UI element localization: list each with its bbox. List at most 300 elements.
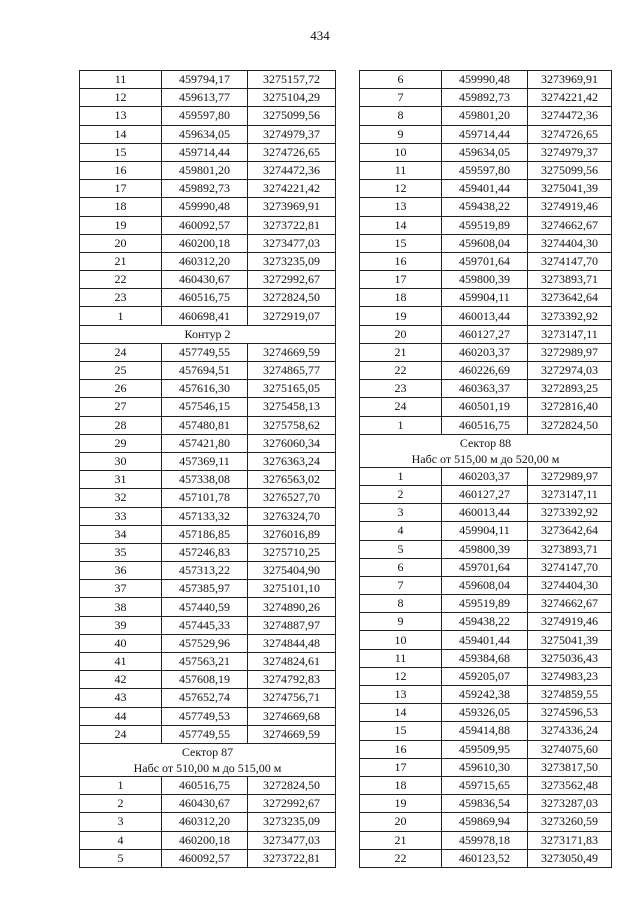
point-number-cell: 17 [80,180,162,198]
y-coordinate-cell: 3274979,37 [248,125,336,143]
table-row [80,380,336,398]
y-coordinate-cell: 3274792,83 [248,671,336,689]
point-number-cell: 31 [80,471,162,489]
y-coordinate-cell: 3273893,71 [528,540,612,558]
point-number-cell: 15 [360,234,442,252]
x-coordinate-cell: 457652,74 [162,689,248,707]
x-coordinate-cell: 460200,18 [162,234,248,252]
x-coordinate-cell: 460312,20 [162,252,248,270]
point-number-cell: 12 [360,667,442,685]
point-number-cell: 27 [80,398,162,416]
y-coordinate-cell: 3274147,70 [528,558,612,576]
table-row [360,143,612,161]
section-header [80,325,336,343]
y-coordinate-cell: 3273235,09 [248,813,336,831]
table-row [80,689,336,707]
table-row [360,722,612,740]
x-coordinate-cell: 457101,78 [162,489,248,507]
x-coordinate-cell: 459401,44 [442,631,528,649]
table-row [80,813,336,831]
point-number-cell: 3 [80,813,162,831]
point-number-cell: 15 [80,143,162,161]
point-number-cell: 17 [360,271,442,289]
table-row [360,849,612,867]
table-row [80,198,336,216]
point-number-cell: 6 [360,558,442,576]
x-coordinate-cell: 460501,19 [442,398,528,416]
point-number-cell: 37 [80,580,162,598]
y-coordinate-cell: 3274662,67 [528,216,612,234]
table-row [80,452,336,470]
table-row [360,595,612,613]
coordinates-table-left [79,70,336,868]
y-coordinate-cell: 3273477,03 [248,234,336,252]
x-coordinate-cell: 457385,97 [162,580,248,598]
point-number-cell: 30 [80,452,162,470]
y-coordinate-cell: 3273722,81 [248,216,336,234]
table-row [360,216,612,234]
x-coordinate-cell: 459597,80 [442,161,528,179]
table-row [360,89,612,107]
x-coordinate-cell: 457546,15 [162,398,248,416]
table-row [360,631,612,649]
x-coordinate-cell: 459701,64 [442,252,528,270]
table-row [80,634,336,652]
y-coordinate-cell: 3273642,64 [528,522,612,540]
y-coordinate-cell: 3273642,64 [528,289,612,307]
point-number-cell: 22 [360,362,442,380]
x-coordinate-cell: 459608,04 [442,576,528,594]
x-coordinate-cell: 459801,20 [442,107,528,125]
table-row [360,558,612,576]
table-row [80,580,336,598]
y-coordinate-cell: 3272989,97 [528,467,612,485]
point-number-cell: 9 [360,613,442,631]
coordinates-table-right [359,70,612,868]
point-number-cell: 40 [80,634,162,652]
y-coordinate-cell: 3276563,02 [248,471,336,489]
y-coordinate-cell: 3272992,67 [248,795,336,813]
table-row [360,161,612,179]
table-row [80,252,336,270]
y-coordinate-cell: 3274890,26 [248,598,336,616]
x-coordinate-cell: 457694,51 [162,362,248,380]
point-number-cell: 18 [80,198,162,216]
y-coordinate-cell: 3275104,29 [248,89,336,107]
table-row [360,198,612,216]
table-row [360,758,612,776]
x-coordinate-cell: 459904,11 [442,522,528,540]
table-row [360,180,612,198]
point-number-cell: 10 [360,143,442,161]
point-number-cell: 19 [80,216,162,234]
table-row [80,831,336,849]
point-number-cell: 13 [360,686,442,704]
point-number-cell: 24 [360,398,442,416]
point-number-cell: 4 [80,831,162,849]
table-row [360,398,612,416]
y-coordinate-cell: 3273171,83 [528,831,612,849]
y-coordinate-cell: 3274983,23 [528,667,612,685]
y-coordinate-cell: 3272824,50 [528,416,612,434]
x-coordinate-cell: 459519,89 [442,216,528,234]
point-number-cell: 20 [80,234,162,252]
y-coordinate-cell: 3274336,24 [528,722,612,740]
x-coordinate-cell: 459801,20 [162,161,248,179]
table-row [80,125,336,143]
x-coordinate-cell: 457186,85 [162,525,248,543]
table-row [80,543,336,561]
point-number-cell: 14 [360,704,442,722]
y-coordinate-cell: 3274824,61 [248,653,336,671]
table-row [360,234,612,252]
y-coordinate-cell: 3274662,67 [528,595,612,613]
x-coordinate-cell: 459384,68 [442,649,528,667]
point-number-cell: 24 [80,343,162,361]
table-row [80,507,336,525]
y-coordinate-cell: 3275099,56 [248,107,336,125]
x-coordinate-cell: 459892,73 [442,89,528,107]
point-number-cell: 13 [360,198,442,216]
point-number-cell: 1 [360,467,442,485]
y-coordinate-cell: 3274472,36 [248,161,336,179]
point-number-cell: 11 [360,649,442,667]
y-coordinate-cell: 3275036,43 [528,649,612,667]
y-coordinate-cell: 3275404,90 [248,562,336,580]
x-coordinate-cell: 460226,69 [442,362,528,380]
y-coordinate-cell: 3273562,48 [528,776,612,794]
point-number-cell: 11 [80,71,162,89]
table-row [80,671,336,689]
point-number-cell: 10 [360,631,442,649]
table-row [80,598,336,616]
point-number-cell: 23 [80,289,162,307]
x-coordinate-cell: 457445,33 [162,616,248,634]
table-row [80,849,336,867]
table-row [360,649,612,667]
x-coordinate-cell: 459714,44 [442,125,528,143]
y-coordinate-cell: 3275099,56 [528,161,612,179]
section-header [80,743,336,776]
table-row [80,216,336,234]
y-coordinate-cell: 3276527,70 [248,489,336,507]
table-row [80,562,336,580]
x-coordinate-cell: 459800,39 [442,271,528,289]
x-coordinate-cell: 460013,44 [442,504,528,522]
table-row [360,504,612,522]
x-coordinate-cell: 460516,75 [442,416,528,434]
x-coordinate-cell: 460013,44 [442,307,528,325]
x-coordinate-cell: 460430,67 [162,795,248,813]
x-coordinate-cell: 460363,37 [442,380,528,398]
table-row [360,795,612,813]
point-number-cell: 44 [80,707,162,725]
y-coordinate-cell: 3275101,10 [248,580,336,598]
point-number-cell: 21 [360,343,442,361]
section-header-line: Набс от 510,00 м до 515,00 м [133,760,282,775]
point-number-cell: 18 [360,289,442,307]
y-coordinate-cell: 3274979,37 [528,143,612,161]
x-coordinate-cell: 459904,11 [442,289,528,307]
x-coordinate-cell: 459800,39 [442,540,528,558]
y-coordinate-cell: 3275157,72 [248,71,336,89]
table-row [80,725,336,743]
table-row [360,831,612,849]
table-row [360,71,612,89]
point-number-cell: 29 [80,434,162,452]
point-number-cell: 11 [360,161,442,179]
section-header-line: Сектор 88 [459,435,512,450]
table-row [360,686,612,704]
table-row [360,362,612,380]
point-number-cell: 19 [360,795,442,813]
y-coordinate-cell: 3273477,03 [248,831,336,849]
point-number-cell: 21 [360,831,442,849]
table-row [360,522,612,540]
x-coordinate-cell: 460127,27 [442,485,528,503]
point-number-cell: 20 [360,325,442,343]
point-number-cell: 22 [360,849,442,867]
x-coordinate-cell: 460123,52 [442,849,528,867]
y-coordinate-cell: 3274919,46 [528,613,612,631]
table-row [80,616,336,634]
x-coordinate-cell: 459990,48 [162,198,248,216]
point-number-cell: 13 [80,107,162,125]
x-coordinate-cell: 459634,05 [442,143,528,161]
x-coordinate-cell: 459242,38 [442,686,528,704]
section-header [360,434,612,467]
x-coordinate-cell: 460203,37 [442,343,528,361]
x-coordinate-cell: 459438,22 [442,613,528,631]
table-row [80,489,336,507]
x-coordinate-cell: 459715,65 [442,776,528,794]
table-row [80,307,336,325]
point-number-cell: 42 [80,671,162,689]
y-coordinate-cell: 3272919,07 [248,307,336,325]
point-number-cell: 8 [360,595,442,613]
y-coordinate-cell: 3272989,97 [528,343,612,361]
x-coordinate-cell: 457480,81 [162,416,248,434]
table-row [360,485,612,503]
table-row [360,613,612,631]
y-coordinate-cell: 3272992,67 [248,271,336,289]
point-number-cell: 1 [80,307,162,325]
x-coordinate-cell: 460430,67 [162,271,248,289]
table-row [360,252,612,270]
table-row [360,740,612,758]
section-header-row [80,325,336,343]
point-number-cell: 5 [360,540,442,558]
y-coordinate-cell: 3274859,55 [528,686,612,704]
x-coordinate-cell: 459794,17 [162,71,248,89]
y-coordinate-cell: 3274726,65 [248,143,336,161]
table-row [360,576,612,594]
y-coordinate-cell: 3276363,24 [248,452,336,470]
x-coordinate-cell: 460127,27 [442,325,528,343]
point-number-cell: 34 [80,525,162,543]
table-row [80,776,336,794]
table-row [80,343,336,361]
x-coordinate-cell: 460516,75 [162,776,248,794]
x-coordinate-cell: 459892,73 [162,180,248,198]
point-number-cell: 19 [360,307,442,325]
point-number-cell: 38 [80,598,162,616]
point-number-cell: 22 [80,271,162,289]
table-row [80,107,336,125]
table-row [80,398,336,416]
x-coordinate-cell: 457369,11 [162,452,248,470]
table-row [80,89,336,107]
x-coordinate-cell: 459597,80 [162,107,248,125]
section-header-row [80,743,336,776]
x-coordinate-cell: 457616,30 [162,380,248,398]
y-coordinate-cell: 3273893,71 [528,271,612,289]
x-coordinate-cell: 460516,75 [162,289,248,307]
table-row [80,234,336,252]
y-coordinate-cell: 3273969,91 [528,71,612,89]
table-row [80,180,336,198]
x-coordinate-cell: 459714,44 [162,143,248,161]
x-coordinate-cell: 457563,21 [162,653,248,671]
point-number-cell: 16 [80,161,162,179]
y-coordinate-cell: 3275758,62 [248,416,336,434]
y-coordinate-cell: 3274669,59 [248,343,336,361]
y-coordinate-cell: 3272893,25 [528,380,612,398]
point-number-cell: 2 [80,795,162,813]
point-number-cell: 32 [80,489,162,507]
point-number-cell: 16 [360,252,442,270]
y-coordinate-cell: 3274756,71 [248,689,336,707]
point-number-cell: 15 [360,722,442,740]
y-coordinate-cell: 3272816,40 [528,398,612,416]
table-row [360,667,612,685]
y-coordinate-cell: 3273147,11 [528,485,612,503]
x-coordinate-cell: 459836,54 [442,795,528,813]
y-coordinate-cell: 3274669,68 [248,707,336,725]
y-coordinate-cell: 3275458,13 [248,398,336,416]
table-row [80,271,336,289]
x-coordinate-cell: 457749,55 [162,725,248,743]
point-number-cell: 7 [360,89,442,107]
table-row [80,416,336,434]
table-row [80,525,336,543]
point-number-cell: 20 [360,813,442,831]
x-coordinate-cell: 459414,88 [442,722,528,740]
x-coordinate-cell: 457608,19 [162,671,248,689]
x-coordinate-cell: 457313,22 [162,562,248,580]
point-number-cell: 35 [80,543,162,561]
x-coordinate-cell: 457133,32 [162,507,248,525]
table-row [360,307,612,325]
page-number: 434 [310,28,330,43]
x-coordinate-cell: 460200,18 [162,831,248,849]
x-coordinate-cell: 459205,07 [442,667,528,685]
table-row [360,467,612,485]
x-coordinate-cell: 460092,57 [162,849,248,867]
x-coordinate-cell: 459509,95 [442,740,528,758]
point-number-cell: 9 [360,125,442,143]
point-number-cell: 14 [80,125,162,143]
point-number-cell: 12 [80,89,162,107]
x-coordinate-cell: 460312,20 [162,813,248,831]
point-number-cell: 3 [360,504,442,522]
x-coordinate-cell: 459634,05 [162,125,248,143]
y-coordinate-cell: 3276324,70 [248,507,336,525]
point-number-cell: 1 [360,416,442,434]
y-coordinate-cell: 3273260,59 [528,813,612,831]
y-coordinate-cell: 3276016,89 [248,525,336,543]
y-coordinate-cell: 3272974,03 [528,362,612,380]
x-coordinate-cell: 457440,59 [162,598,248,616]
y-coordinate-cell: 3273050,49 [528,849,612,867]
y-coordinate-cell: 3275710,25 [248,543,336,561]
table-row [80,161,336,179]
y-coordinate-cell: 3274147,70 [528,252,612,270]
y-coordinate-cell: 3273287,03 [528,795,612,813]
y-coordinate-cell: 3273235,09 [248,252,336,270]
point-number-cell: 23 [360,380,442,398]
x-coordinate-cell: 457749,53 [162,707,248,725]
y-coordinate-cell: 3273392,92 [528,307,612,325]
y-coordinate-cell: 3272824,50 [248,776,336,794]
y-coordinate-cell: 3274596,53 [528,704,612,722]
section-header-line: Набс от 515,00 м до 520,00 м [411,451,560,466]
y-coordinate-cell: 3274844,48 [248,634,336,652]
point-number-cell: 5 [80,849,162,867]
table-row [360,289,612,307]
table-row [360,704,612,722]
table-row [360,416,612,434]
point-number-cell: 28 [80,416,162,434]
y-coordinate-cell: 3274919,46 [528,198,612,216]
y-coordinate-cell: 3272824,50 [248,289,336,307]
table-row [80,289,336,307]
point-number-cell: 25 [80,362,162,380]
table-row [360,380,612,398]
x-coordinate-cell: 459613,77 [162,89,248,107]
table-row [360,125,612,143]
x-coordinate-cell: 459701,64 [442,558,528,576]
x-coordinate-cell: 459610,30 [442,758,528,776]
table-row [80,707,336,725]
x-coordinate-cell: 460092,57 [162,216,248,234]
y-coordinate-cell: 3273147,11 [528,325,612,343]
section-header-line: Контур 2 [184,327,231,342]
point-number-cell: 36 [80,562,162,580]
x-coordinate-cell: 460698,41 [162,307,248,325]
x-coordinate-cell: 459519,89 [442,595,528,613]
x-coordinate-cell: 460203,37 [442,467,528,485]
x-coordinate-cell: 457421,80 [162,434,248,452]
point-number-cell: 14 [360,216,442,234]
x-coordinate-cell: 459978,18 [442,831,528,849]
x-coordinate-cell: 459438,22 [442,198,528,216]
point-number-cell: 17 [360,758,442,776]
point-number-cell: 1 [80,776,162,794]
point-number-cell: 7 [360,576,442,594]
y-coordinate-cell: 3274404,30 [528,234,612,252]
table-row [80,434,336,452]
y-coordinate-cell: 3273392,92 [528,504,612,522]
point-number-cell: 2 [360,485,442,503]
y-coordinate-cell: 3274865,77 [248,362,336,380]
point-number-cell: 24 [80,725,162,743]
x-coordinate-cell: 457338,08 [162,471,248,489]
table-row [360,813,612,831]
point-number-cell: 21 [80,252,162,270]
x-coordinate-cell: 457529,96 [162,634,248,652]
section-header-row [360,434,612,467]
